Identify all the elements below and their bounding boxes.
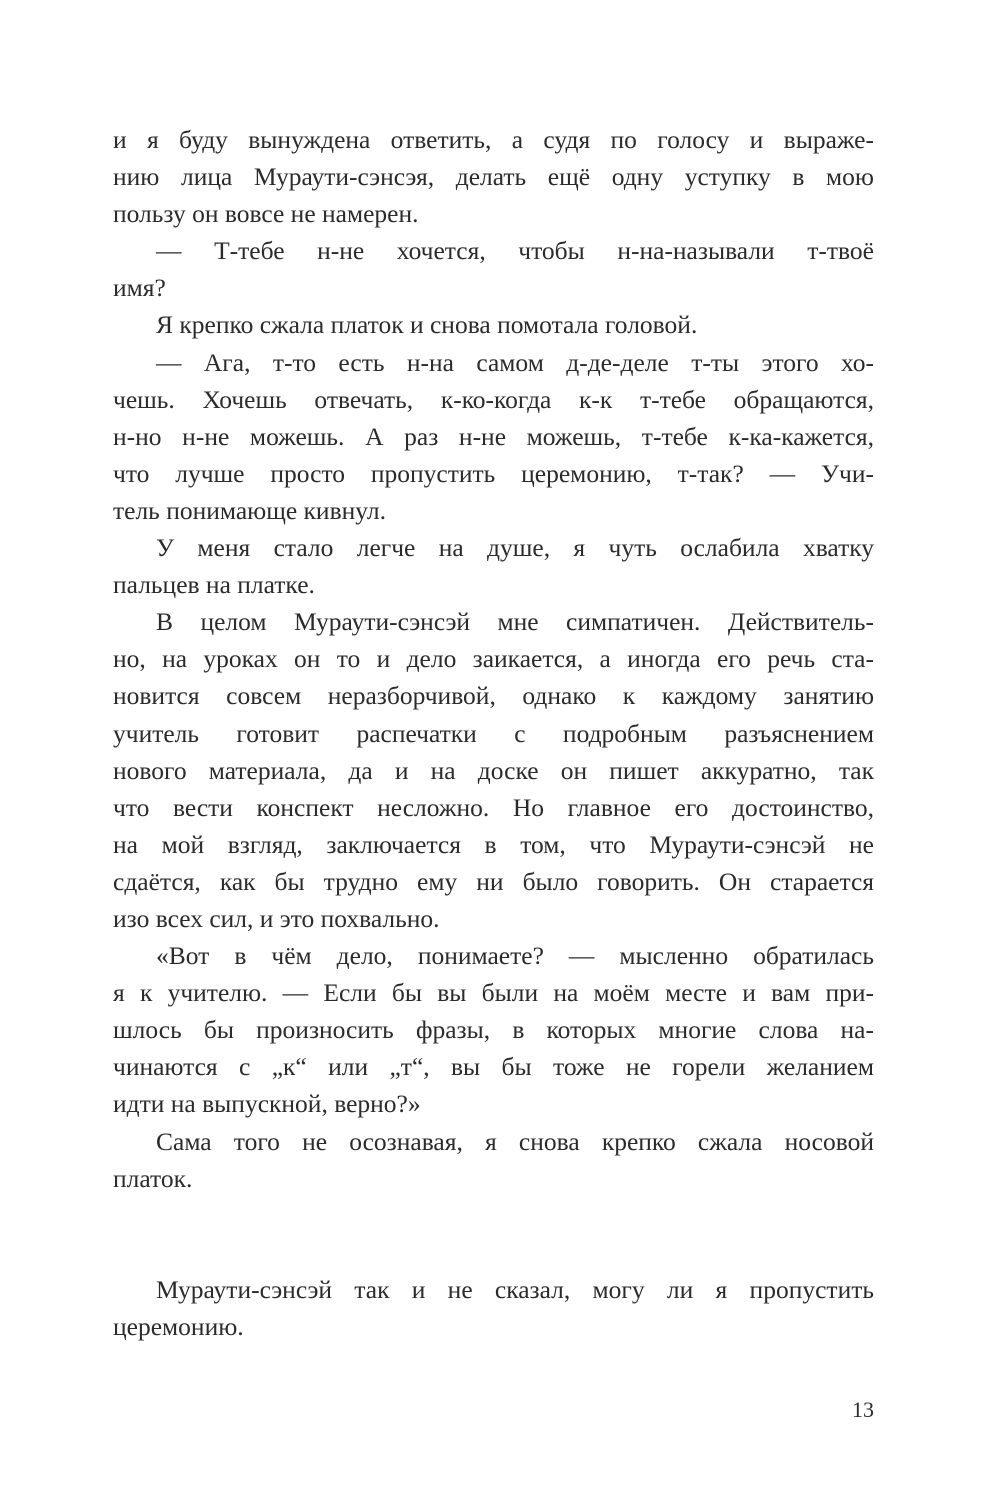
text-line: и я буду вынуждена ответить, а судя по голосу и выраже- xyxy=(113,125,874,154)
text-line: церемонию. xyxy=(113,1312,244,1341)
paragraph xyxy=(113,1271,874,1345)
text-line: я к учителю. — Если бы вы были на моём месте и вам при- xyxy=(113,978,874,1008)
paragraph xyxy=(113,603,874,937)
text-line: нию лица Мураути-сэнсэя, делать ещё одну уступку в мою xyxy=(113,162,874,192)
page-number: 13 xyxy=(852,1397,874,1422)
text-line: — Т-тебе н-не хочется, чтобы н-на-называли т-твоё xyxy=(156,236,874,266)
text-line: новится совсем неразборчивой, однако к каждому занятию xyxy=(113,681,874,711)
paragraph xyxy=(113,232,874,306)
page-body xyxy=(113,121,874,1345)
text-line: В целом Мураути-сэнсэй мне симпатичен. Действитель- xyxy=(156,607,874,637)
text-line: пользу он вовсе не намерен. xyxy=(113,199,419,229)
text-line: шлось бы произносить фразы, в которых многие слова на- xyxy=(113,1015,874,1045)
text-line: Сама того не осознавая, я снова крепко сжала носовой xyxy=(156,1126,874,1156)
text-line: н-но н-не можешь. А раз н-не можешь, т-тебе к-ка-кажется, xyxy=(113,421,874,451)
text-line: пальцев на платке. xyxy=(113,570,315,600)
text-line: но, на уроках он то и дело заикается, а иногда его речь ста- xyxy=(113,644,874,674)
text-line: на мой взгляд, заключается в том, что Мураути-сэнсэй не xyxy=(113,829,874,859)
text-line: чинаются с „к“ или „т“, вы бы тоже не горели желанием xyxy=(113,1052,874,1082)
text-line: сдаётся, как бы трудно ему ни было говорить. Он старается xyxy=(113,866,874,896)
text-line: идти на выпускной, верно?» xyxy=(113,1089,421,1119)
text-line: тель понимающе кивнул. xyxy=(113,495,386,525)
text-line: — Ага, т-то есть н-на самом д-де-деле т-ты этого хо- xyxy=(156,347,874,377)
paragraph xyxy=(113,344,874,529)
text-line: изо всех сил, и это похвально. xyxy=(113,903,440,933)
paragraph xyxy=(113,306,874,343)
text-line: Мураути-сэнсэй так и не сказал, могу ли я пропустить xyxy=(156,1274,874,1304)
text-line: У меня стало легче на душе, я чуть ослабила хватку xyxy=(156,533,874,563)
text-line: чешь. Хочешь отвечать, к-ко-когда к-к т-тебе обращаются, xyxy=(113,384,874,414)
paragraph xyxy=(113,1123,874,1197)
text-line: платок. xyxy=(113,1163,193,1193)
paragraph xyxy=(113,121,874,232)
section-break xyxy=(113,1197,874,1271)
paragraph xyxy=(113,937,874,1122)
text-line: что вести конспект несложно. Но главное его достоинство, xyxy=(113,792,874,822)
paragraph xyxy=(113,529,874,603)
text-line: нового материала, да и на доске он пишет аккуратно, так xyxy=(113,755,874,785)
text-line: что лучше просто пропустить церемонию, т-так? — Учи- xyxy=(113,458,874,488)
text-line: «Вот в чём дело, понимаете? — мысленно обратилась xyxy=(156,941,874,971)
text-line: Я крепко сжала платок и снова помотала головой. xyxy=(156,310,698,340)
text-line: учитель готовит распечатки с подробным разъяснением xyxy=(113,718,874,748)
text-line: имя? xyxy=(113,273,166,303)
